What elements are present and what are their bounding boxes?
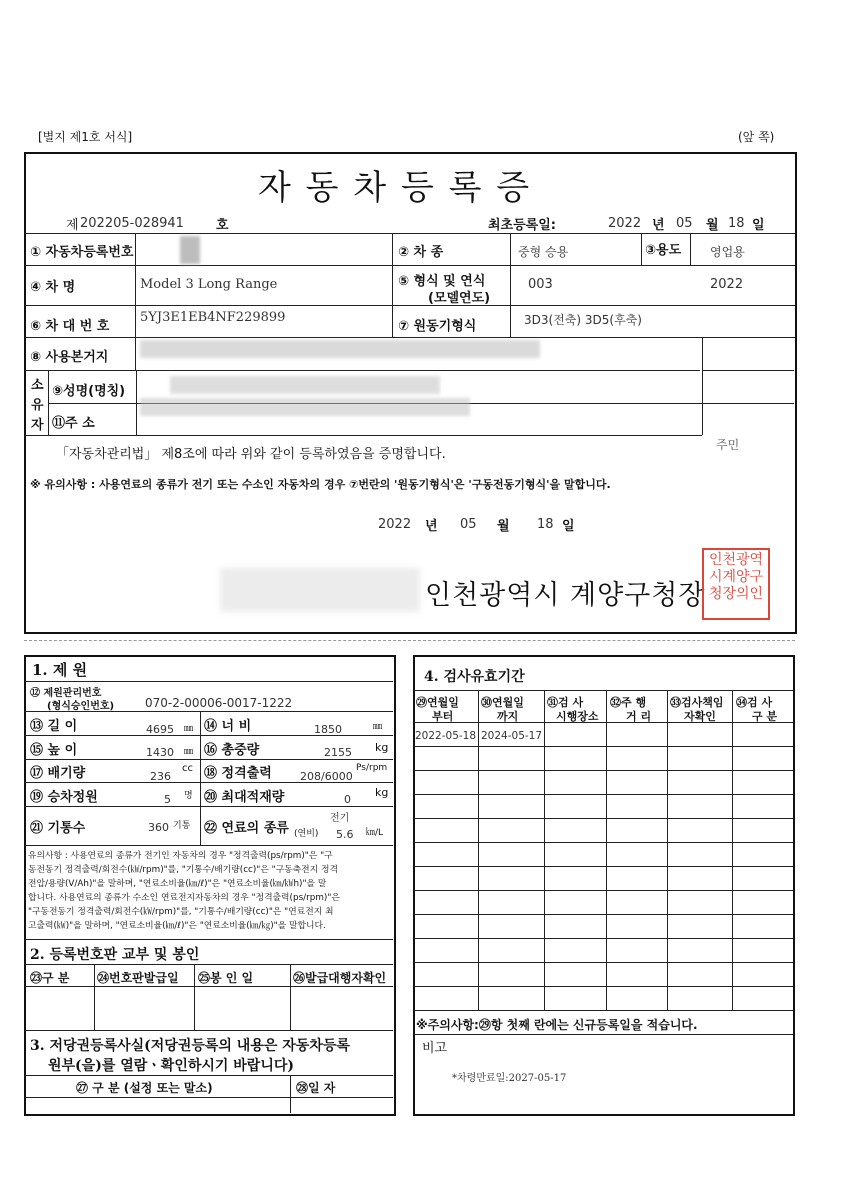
width-value: 1850 — [314, 723, 342, 736]
redacted-reg-no — [180, 236, 200, 264]
displacement-label: ⑰ 배기량 — [30, 766, 86, 781]
power-value: 208/6000 — [300, 770, 353, 783]
spec-notice-line: 고출력(㎾)"을 말하며, "연료소비율(㎞/ℓ)"은 "연료소비율(㎞/㎏)"을 말합니다. — [28, 921, 326, 931]
height-label: ⑮ 높 이 — [30, 743, 78, 758]
cert-no-prefix: 제 — [66, 218, 79, 233]
mortgage-col-type: ㉗ 구 분 (설정 또는 말소) — [76, 1081, 213, 1095]
registration-statement: 「자동차관리법」 제8조에 따라 위와 같이 등록하였음을 증명합니다. — [56, 447, 446, 462]
owner-address-label: ⑪주 소 — [52, 416, 95, 431]
insp-col-inspector-sub: 자확인 — [684, 710, 716, 723]
day-unit: 일 — [752, 218, 765, 233]
spec-notice-line: 전압/용량(V/Ah)"을 말하며, "연료소비율(㎞/ℓ)"은 "연료소비율(㎞/㎾h)"을 말 — [28, 879, 327, 889]
plate-col-agent: ㉖발급대행자확인 — [293, 971, 387, 985]
seal-line-2: 시계양구 — [708, 569, 764, 585]
insp-col-place: ㉛검 사 — [547, 696, 584, 709]
plate-col-issue-date: ㉔번호판발급일 — [97, 971, 179, 985]
issue-day-unit: 일 — [562, 519, 575, 534]
spec-notice-line: 동전동기 정격출력/회전수(㎾/rpm)"를, "기통수/배기량(cc)"은 "구동축전지 정격 — [28, 865, 338, 875]
seats-unit: 명 — [184, 791, 193, 801]
power-unit: Ps/rpm — [356, 763, 388, 773]
spec-heading: 1. 제 원 — [32, 661, 88, 679]
seats-value: 5 — [164, 793, 171, 806]
cylinders-label: ㉑ 기통수 — [30, 821, 86, 836]
insp-col-mileage: ㉜주 행 — [610, 696, 647, 709]
vin-label: ⑥ 차 대 번 호 — [30, 319, 110, 334]
plate-col-type: ㉓구 분 — [30, 971, 70, 985]
model-year-value: 2022 — [710, 277, 744, 292]
redacted-owner-name — [170, 376, 440, 394]
insp-col-mileage-sub: 거 리 — [626, 710, 652, 723]
insp-col-to: ㉚연월일 — [481, 696, 524, 709]
insp-col-kind-sub: 구 분 — [752, 710, 778, 723]
motor-value: 3D3(전축) 3D5(후축) — [524, 313, 642, 327]
cylinders-unit: 기통 — [173, 821, 191, 831]
weight-label: ⑯ 총중량 — [204, 743, 260, 758]
efficiency-value: 5.6 — [336, 828, 354, 841]
first-reg-year: 2022 — [608, 216, 642, 231]
length-unit: ㎜ — [184, 724, 194, 734]
weight-value: 2155 — [324, 746, 352, 759]
issue-month-unit: 월 — [497, 519, 510, 534]
issuer-name: 인천광역시 계양구청장 — [425, 580, 706, 611]
efficiency-label: (연비) — [294, 829, 319, 839]
inspection-notice: ※주의사항:㉙항 첫째 란에는 신규등록일을 적습니다. — [416, 1018, 698, 1032]
insp-col-from: ㉙연월일 — [416, 696, 459, 709]
length-label: ⑬ 길 이 — [30, 719, 78, 734]
vin-value: 5YJ3E1EB4NF229899 — [140, 310, 286, 325]
insp-from-date: 2022-05-18 — [415, 730, 477, 742]
first-reg-label: 최초등록일: — [488, 218, 556, 233]
page-separator — [24, 640, 795, 641]
issue-year: 2022 — [378, 517, 412, 532]
issue-day: 18 — [537, 517, 554, 532]
insp-col-kind: ㉞검 사 — [736, 696, 773, 709]
year-unit: 년 — [652, 218, 665, 233]
use-value: 영업용 — [710, 245, 745, 259]
page-side: (앞 쪽) — [738, 130, 775, 144]
owner-char-2: 유 — [31, 398, 44, 413]
owner-char-3: 자 — [31, 418, 44, 433]
spec-notice-line: 유의사항 : 사용연료의 종류가 전기인 자동차의 경우 "정격출력(ps/rpm)"은 "구 — [28, 851, 333, 861]
remarks-label: 비고 — [422, 1041, 448, 1056]
height-value: 1430 — [146, 746, 174, 759]
width-label: ⑭ 너 비 — [204, 719, 252, 734]
faded-watermark — [220, 568, 420, 612]
car-name-value: Model 3 Long Range — [140, 277, 278, 292]
car-name-label: ④ 차 명 — [30, 280, 76, 295]
max-load-value: 0 — [344, 793, 351, 806]
plate-col-seal-date: ㉕봉 인 일 — [198, 971, 254, 985]
issue-month: 05 — [460, 517, 477, 532]
first-reg-month: 05 — [676, 216, 693, 231]
inspection-heading: 4. 검사유효기간 — [424, 669, 525, 685]
length-value: 4695 — [146, 723, 174, 736]
model-label: ⑤ 형식 및 연식 — [398, 274, 486, 289]
displacement-unit: cc — [182, 763, 193, 774]
form-number: [별지 제1호 서식] — [38, 130, 133, 144]
base-label: ⑧ 사용본거지 — [30, 350, 109, 365]
spec-notice — [28, 849, 340, 933]
insp-col-to-sub: 까지 — [497, 710, 519, 723]
power-label: ⑱ 정격출력 — [204, 766, 272, 781]
vehicle-type-value: 중형 승용 — [518, 245, 569, 259]
fuel-notice: ※ 유의사항 : 사용연료의 종류가 전기 또는 수소인 자동차의 경우 ⑦번란의 '원동기형식'은 '구동전동기형식'을 말합니다. — [30, 478, 611, 491]
owner-char-1: 소 — [31, 378, 44, 393]
spec-notice-line: "구동전동기 정격출력/회전수(㎾/rpm)"를, "기통수/배기량(cc)"은 "연료전지 최 — [28, 907, 334, 917]
first-reg-day: 18 — [728, 216, 745, 231]
model-year-label: (모델연도) — [428, 291, 491, 306]
spec-notice-line: 합니다. 사용연료의 종류가 수소인 연료전지자동차의 경우 "정격출력(ps/rpm)"은 — [28, 893, 340, 903]
address-note: 주민 — [716, 438, 740, 452]
cylinders-value: 360 — [148, 821, 169, 834]
insp-col-inspector: ㉝검사책임 — [670, 696, 724, 709]
issue-year-unit: 년 — [425, 519, 438, 534]
remarks-value: *차령만료일:2027-05-17 — [452, 1073, 567, 1084]
displacement-value: 236 — [150, 770, 171, 783]
plate-heading: 2. 등록번호판 교부 및 봉인 — [30, 947, 200, 963]
seats-label: ⑲ 승차정원 — [30, 790, 98, 805]
month-unit: 월 — [706, 218, 719, 233]
fuel-type-label: ㉒ 연료의 종류 — [204, 821, 289, 836]
redacted-owner-address — [140, 398, 470, 416]
seal-line-3: 청장의인 — [708, 586, 764, 602]
height-unit: ㎜ — [184, 747, 194, 757]
official-seal — [702, 548, 770, 620]
approval-no-label: (형식승인번호) — [47, 701, 115, 712]
mortgage-heading-1: 3. 저당권등록사실(저당권등록의 내용은 자동차등록 — [30, 1038, 350, 1054]
insp-to-date: 2024-05-17 — [481, 730, 543, 742]
mgmt-no-label: ⑫ 제원관리번호 — [30, 688, 102, 699]
vehicle-type-label: ② 차 종 — [398, 245, 444, 260]
width-unit: ㎜ — [373, 722, 383, 732]
seal-line-1: 인천광역 — [708, 552, 764, 568]
redacted-base-address — [140, 340, 540, 358]
weight-unit: kg — [375, 741, 389, 754]
document-title: 자 동 차 등 록 증 — [258, 168, 532, 208]
inspection-section-box — [413, 655, 795, 1116]
fuel-type-value: 전기 — [330, 813, 350, 824]
cert-no-suffix: 호 — [216, 218, 229, 233]
insp-col-from-sub: 부터 — [432, 710, 454, 723]
use-label: ③용도 — [645, 243, 682, 258]
cert-number: 202205-028941 — [80, 216, 184, 231]
mortgage-heading-2: 원부(을)를 열람ㆍ확인하시기 바랍니다) — [48, 1058, 295, 1074]
motor-label: ⑦ 원동기형식 — [398, 319, 477, 334]
max-load-unit: kg — [375, 786, 389, 799]
insp-col-place-sub: 시행장소 — [556, 710, 599, 723]
model-value: 003 — [528, 277, 553, 292]
efficiency-unit: ㎞/L — [366, 828, 384, 838]
owner-name-label: ⑨성명(명칭) — [52, 384, 126, 399]
max-load-label: ⑳ 최대적재량 — [204, 790, 285, 805]
reg-no-label: ① 자동차등록번호 — [30, 245, 134, 260]
mortgage-col-date: ㉘일 자 — [296, 1081, 336, 1095]
mgmt-no-value: 070-2-00006-0017-1222 — [145, 696, 293, 710]
